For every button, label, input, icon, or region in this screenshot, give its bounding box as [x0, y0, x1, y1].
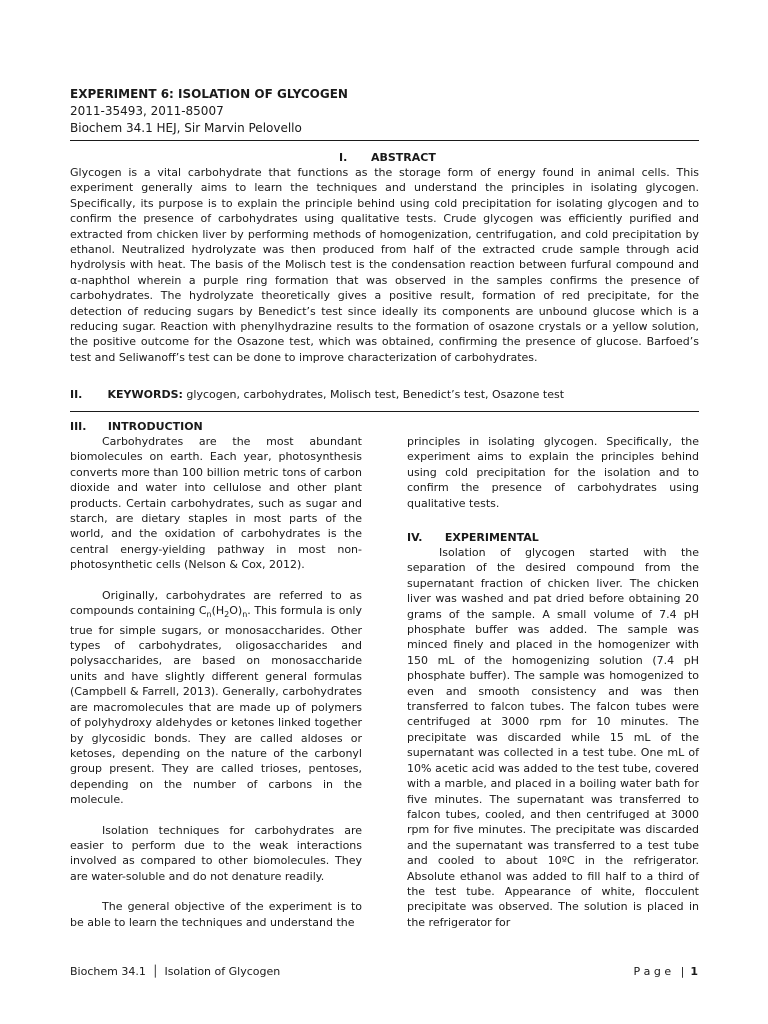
experimental-column [407, 545, 699, 945]
footer-course: Biochem 34.1 [70, 965, 146, 978]
experimental-num: IV. [407, 531, 423, 544]
left-column [70, 434, 362, 945]
footer-page [634, 965, 699, 979]
intro-paragraph-4: The general objective of the experiment is to be able to learn the techniques and understand the [70, 900, 362, 929]
footer-separator: │ [151, 965, 159, 978]
intro-paragraph-2: Originally, carbohydrates are referred to as compounds containing $C_n(H_2O)_n$. This formula is only true for simple sugars, or monosaccharides. Other types of carbohydrates, oligosaccharides and polysaccharides, are based on monosaccharide units and have slightly different general formulas (Campbell & Farrell, 2013). Generally, carbohydrates are macromolecules that are made up of polymers of polyhydroxy aldehydes or ketones linked together by glycosidic bonds. They are called aldoses or ketoses, depending on the nature of the carbonyl group present. They are called trioses, pentoses, depending on the number of carbons in the molecule. [70, 588, 362, 807]
keywords-num: II. [70, 388, 83, 401]
intro-paragraph-4-continued: principles in isolating glycogen. Specifically, the experiment aims to explain the principles behind using cold precipitation for the isolation and to confirm the presence of carbohydrates using qualitative tests. [407, 435, 699, 510]
intro-paragraph-3: Isolation techniques for carbohydrates are easier to perform due to the weak interactions involved as compared to other biomolecules. They are water-soluble and do not denature readily. [70, 823, 362, 883]
course-info: Biochem 34.1 HEJ, Sir Marvin Pelovello [70, 121, 302, 135]
intro-paragraph-1: Carbohydrates are the most abundant biomolecules on earth. Each year, photosynthesis converts more than 100 billion metric tons of carbon dioxide and water into cellulose and other plant products. Certain carbohydrates, such as sugar and starch, are dietary staples in most parts of the world, and the oxidation of carbohydrates is the central energy-yielding pathway in most non-photosynthetic cells (Nelson & Cox, 2012). [70, 435, 362, 572]
abstract-heading [339, 150, 436, 165]
introduction-heading [70, 419, 203, 434]
abstract-num: I. [339, 151, 348, 164]
introduction-title: INTRODUCTION [107, 420, 203, 433]
right-column [407, 434, 699, 526]
experiment-title: EXPERIMENT 6: ISOLATION OF GLYCOGEN [70, 87, 348, 101]
experimental-paragraph-1: Isolation of glycogen started with the separation of the desired compound from the supernatant fraction of chicken liver. The chicken liver was washed and pat dried before obtaining 20 grams of the sample. A small volume of 7.4 pH phosphate buffer was added. The sample was minced finely and placed in the homogenizer with 150 mL of the homogenizing solution (7.4 pH phosphate buffer). The sample was homogenized to even and smooth consistency and was then transferred to falcon tubes. The falcon tubes were centrifuged at 3000 rpm for 10 minutes. The precipitate was discarded while 15 mL of the supernatant was collected in a test tube. One mL of 10% acetic acid was added to the test tube, covered with a marble, and placed in a boiling water bath for five minutes. The supernatant was transferred to falcon tubes, cooled, and then centrifuged at 3000 rpm for five minutes. The precipitate was discarded and the supernatant was transferred to a test tube and cooled to about 10ºC in the refrigerator. Absolute ethanol was added to fill half to a third of the test tube. Appearance of white, flocculent precipitate was observed. The solution is placed in the refrigerator for [407, 546, 699, 929]
page-number: 1 [690, 965, 698, 978]
footer-left [70, 965, 280, 979]
keywords-label: KEYWORDS: [107, 388, 183, 401]
document-header [70, 86, 700, 137]
introduction-num: III. [70, 420, 87, 433]
experimental-title: EXPERIMENTAL [444, 531, 539, 544]
page-label: P a g e [633, 965, 672, 978]
student-ids: 2011-35493, 2011-85007 [70, 104, 224, 118]
abstract-text: Glycogen is a vital carbohydrate that functions as the storage form of energy found in animal cells. This experiment generally aims to learn the techniques and understand the principles in isolating glycogen. Specifically, its purpose is to explain the principle behind using cold precipitation for isolating glycogen and to confirm the presence of carbohydrates using qualitative tests. Crude glycogen was efficiently purified and extracted from chicken liver by performing methods of homogenization, centrifugation, and cold precipitation by ethanol. Neutralized hydrolyzate was then produced from half of the extracted crude sample through acid hydrolysis with heat. The basis of the Molisch test is the condensation reaction between furfural compound and α-naphthol wherein a purple ring formation that was observed in the samples confirms the presence of carbohydrates. The hydrolyzate theoretically gives a positive result, formation of red precipitate, for the detection of reducing sugars by Benedict’s test since ideally its components are unbound glucose which is a reducing sugar. Reaction with phenylhydrazine results to the formation of osazone crystals or a yellow solution, the positive outcome for the Osazone test, which was obtained, confirming the presence of glucose. Barfoed’s test and Seliwanoff’s test can be done to improve characterization of carbohydrates. [70, 166, 699, 364]
footer-title: Isolation of Glycogen [164, 965, 281, 978]
experimental-heading [407, 530, 539, 545]
keywords-line [70, 387, 564, 402]
page-separator: | [680, 965, 685, 978]
keywords-text: glycogen, carbohydrates, Molisch test, Benedict’s test, Osazone test [186, 388, 565, 401]
abstract-title: ABSTRACT [370, 151, 436, 164]
keywords-rule [70, 411, 699, 412]
header-rule [70, 140, 699, 141]
